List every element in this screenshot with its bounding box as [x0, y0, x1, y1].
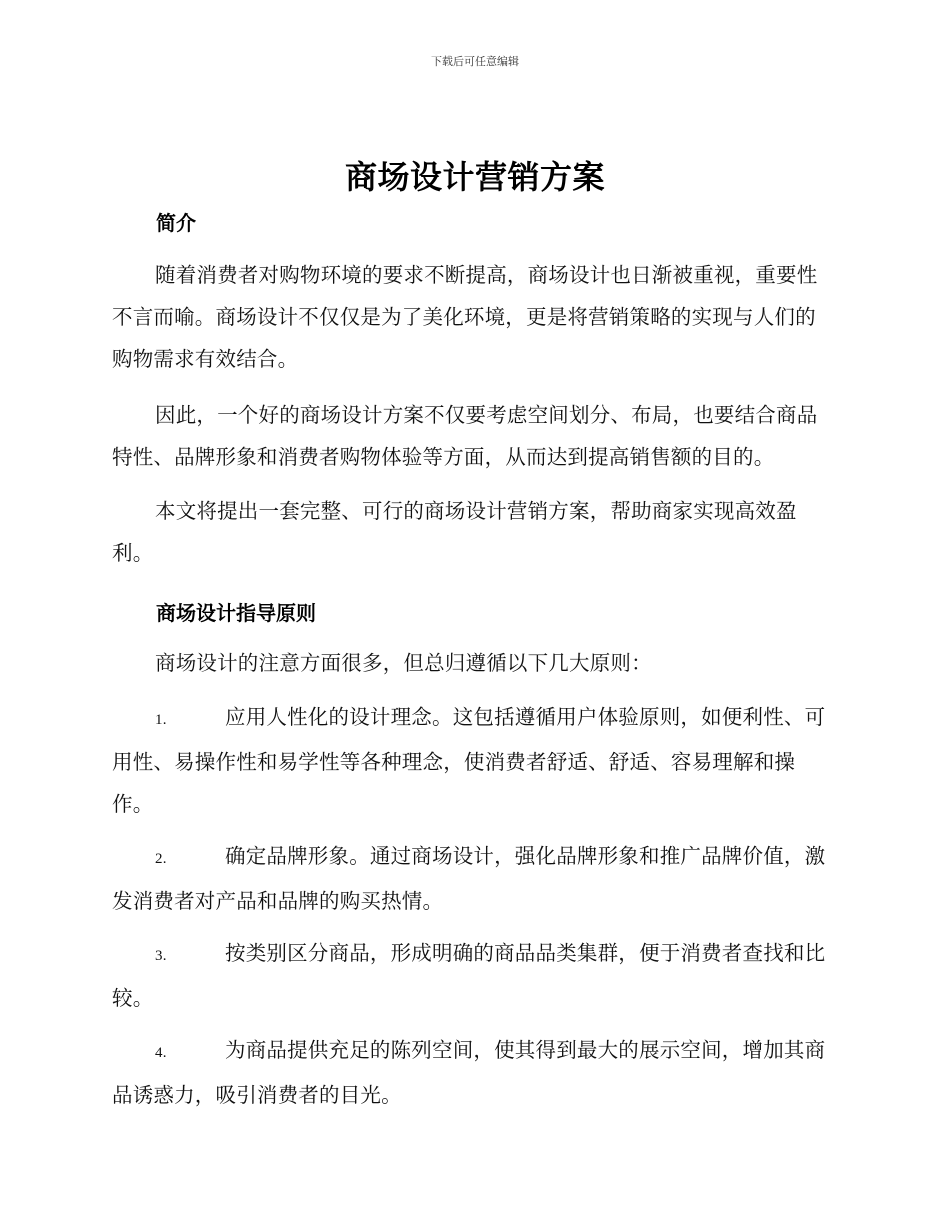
list-item-text: 按类别区分商品，形成明确的商品品类集群，便于消费者查找和比较。 — [112, 941, 826, 1010]
paragraph: 因此，一个好的商场设计方案不仅要考虑空间划分、布局，也要结合商品特性、品牌形象和消费者购物体验等方面，从而达到提高销售额的目的。 — [112, 403, 818, 469]
list-item-number: 3. — [155, 948, 167, 964]
list-item-number: 1. — [155, 712, 167, 728]
header-note: 下载后可任意编辑 — [431, 55, 519, 68]
list-item-text: 确定品牌形象。通过商场设计，强化品牌形象和推广品牌价值，激发消费者对产品和品牌的购买热情。 — [112, 844, 826, 913]
list-item — [112, 932, 830, 1019]
list-item-text: 为商品提供充足的陈列空间，使其得到最大的展示空间，增加其商品诱惑力，吸引消费者的目光。 — [112, 1038, 826, 1107]
list-item — [112, 835, 830, 922]
list-item-number: 2. — [155, 851, 167, 867]
list-item — [112, 696, 830, 825]
section-heading-intro: 简介 — [156, 211, 196, 235]
list-item — [112, 1029, 830, 1116]
list-item-text: 应用人性化的设计理念。这包括遵循用户体验原则，如便利性、可用性、易操作性和易学性等各种理念，使消费者舒适、舒适、容易理解和操作。 — [112, 705, 826, 816]
section-heading-principles: 商场设计指导原则 — [156, 601, 316, 625]
document-title: 商场设计营销方案 — [344, 158, 605, 196]
paragraph: 随着消费者对购物环境的要求不断提高，商场设计也日渐被重视，重要性不言而喻。商场设计不仅仅是为了美化环境，更是将营销策略的实现与人们的购物需求有效结合。 — [112, 263, 818, 371]
principles-intro: 商场设计的注意方面很多，但总归遵循以下几大原则： — [155, 651, 652, 675]
paragraph: 本文将提出一套完整、可行的商场设计营销方案，帮助商家实现高效盈利。 — [112, 499, 797, 565]
list-item-number: 4. — [155, 1045, 167, 1061]
